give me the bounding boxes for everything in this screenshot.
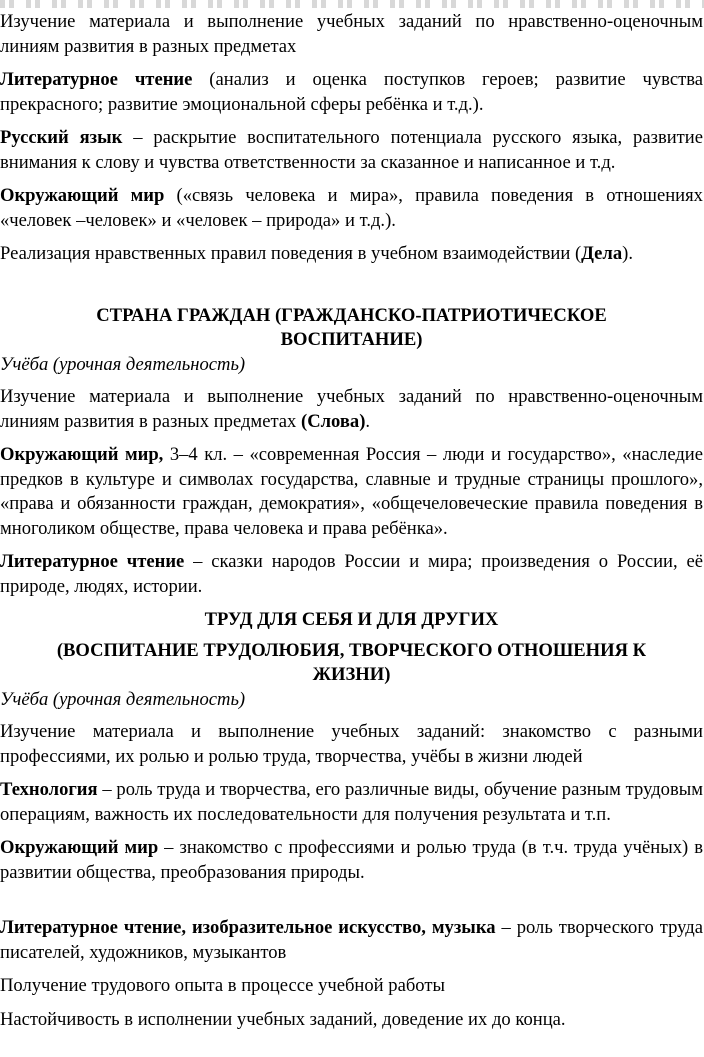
paragraph: Изучение материала и выполнение учебных заданий по нравственно-оценочным линиям развития в разных предметах (Слова). bbox=[0, 386, 703, 432]
subject-name: Русский язык bbox=[0, 127, 123, 148]
paragraph: Настойчивость в исполнении учебных заданий, доведение их до конца. bbox=[0, 1008, 566, 1030]
spacer bbox=[0, 894, 703, 916]
section-heading: СТРАНА ГРАЖДАН (ГРАЖДАНСКО-ПАТРИОТИЧЕСКОЕ ВОСПИТАНИЕ) bbox=[96, 304, 607, 350]
paragraph: Литературное чтение, изобразительное искусство, музыка – роль творческого труда писателей, художников, музыкантов bbox=[0, 917, 703, 963]
paragraph: Окружающий мир («связь человека и мира», правила поведения в отношениях «человек –человек» и «человек – природа» и т.д.). bbox=[0, 185, 703, 231]
subject-name: Окружающий мир bbox=[0, 185, 165, 206]
subject-name: Литературное чтение, изобразительное искусство, музыка bbox=[0, 917, 496, 938]
subject-name: Литературное чтение bbox=[0, 551, 185, 572]
paragraph: Окружающий мир, 3–4 кл. – «современная Россия – люди и государство», «наследие предков в культуре и символах государства, славные и трудные страницы прошлого», «права и обязанности граждан, демократия», «общечеловеческие правила поведения в многоликом обществе, права человека и права ребёнка». bbox=[0, 444, 703, 539]
paragraph: Изучение материала и выполнение учебных заданий: знакомство с разными профессиями, их ролью и ролью труда, творчества, учёбы в жизни людей bbox=[0, 721, 703, 767]
paragraph: Изучение материала и выполнение учебных заданий по нравственно-оценочным линиям развития в разных предметах bbox=[0, 11, 703, 57]
document-page bbox=[0, 10, 703, 1041]
spacer bbox=[0, 276, 703, 304]
paragraph: Реализация нравственных правил поведения в учебном взаимодействии (Дела). bbox=[0, 243, 634, 264]
paragraph: Русский язык – раскрытие воспитательного потенциала русского языка, развитие внимания к слову и чувства ответственности за сказанное и написанное и т.д. bbox=[0, 127, 704, 173]
section-subheading: Учёба (урочная деятельность) bbox=[0, 353, 246, 375]
paragraph: Технология – роль труда и творчества, его различные виды, обучение разным трудовым операциям, важность их последовательности для получения результата и т.п. bbox=[0, 779, 703, 825]
paragraph: Литературное чтение (анализ и оценка поступков героев; развитие чувства прекрасного; развитие эмоциональной сферы ребёнка и т.д.). bbox=[0, 69, 703, 115]
page-top-decoration bbox=[0, 0, 704, 8]
subject-name: Литературное чтение bbox=[0, 69, 193, 90]
section-subheading: Учёба (урочная деятельность) bbox=[0, 688, 246, 710]
subject-name: Технология bbox=[0, 779, 98, 800]
subject-name: Окружающий мир, bbox=[0, 444, 164, 465]
section-heading-sub: (ВОСПИТАНИЕ ТРУДОЛЮБИЯ, ТВОРЧЕСКОГО ОТНОШЕНИЯ К ЖИЗНИ) bbox=[56, 639, 647, 685]
paragraph: Получение трудового опыта в процессе учебной работы bbox=[0, 975, 445, 996]
paragraph: Литературное чтение – сказки народов России и мира; произведения о России, её природе, людях, истории. bbox=[0, 551, 703, 597]
paragraph: Окружающий мир – знакомство с профессиями и ролью труда (в т.ч. труда учёных) в развитии общества, преобразования природы. bbox=[0, 837, 703, 883]
section-heading: ТРУД ДЛЯ СЕБЯ И ДЛЯ ДРУГИХ bbox=[204, 609, 499, 630]
subject-name: Окружающий мир bbox=[0, 837, 159, 858]
